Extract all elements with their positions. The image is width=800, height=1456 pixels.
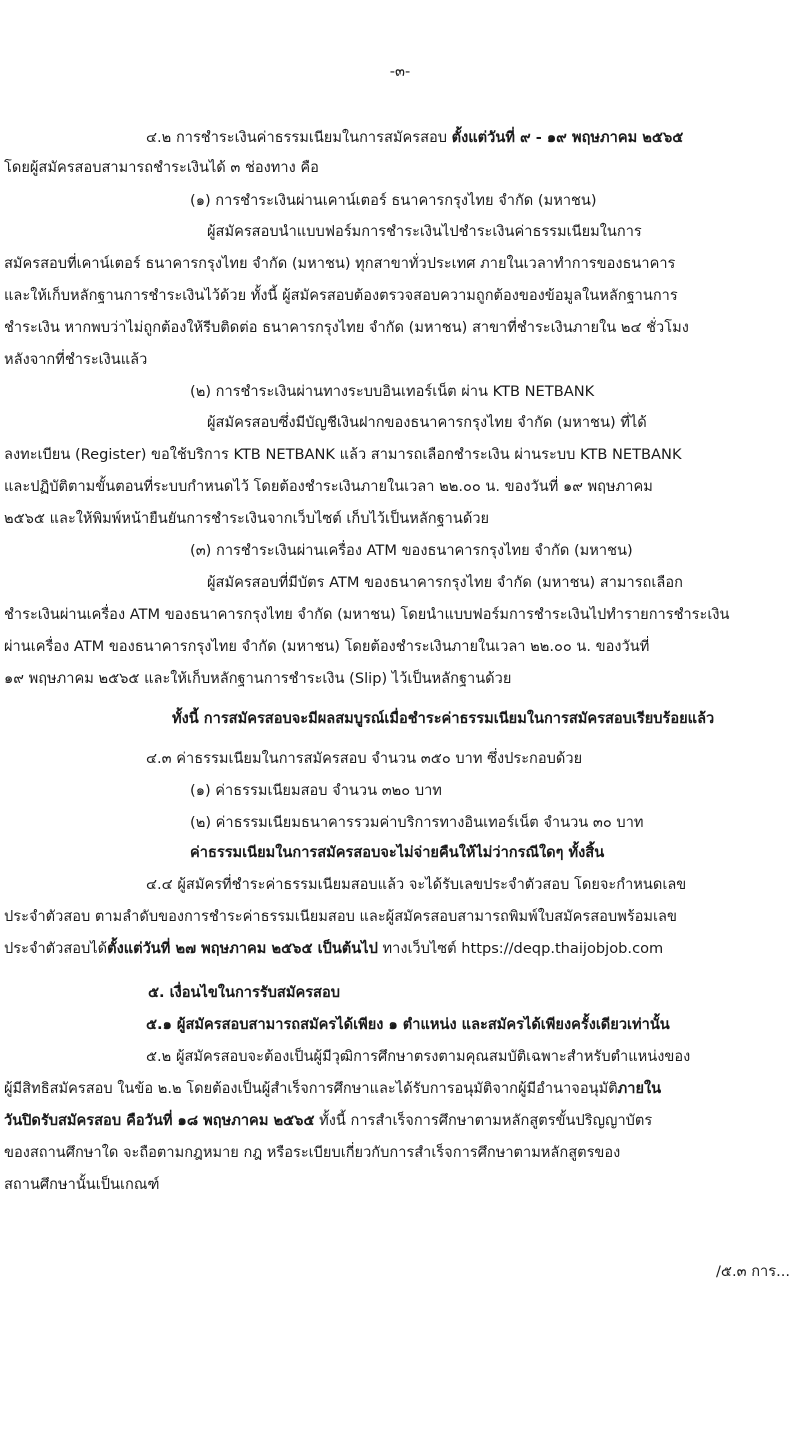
section-5-2-line: สถานศึกษานั้นเป็นเกณฑ์ (4, 1176, 160, 1193)
section-5-2-text: ผู้มีสิทธิสมัครสอบ ในข้อ ๒.๒ โดยต้องเป็นผู้สำเร็จการศึกษาและได้รับการอนุมัติจากผู้มีอำนาจอนุมัติ (4, 1080, 618, 1097)
section-5-2-bold: ภายใน (617, 1080, 662, 1097)
fee-item: (๒) ค่าธรรมเนียมธนาคารรวมค่าบริการทางอินเทอร์เน็ต จำนวน ๓๐ บาท (190, 814, 644, 831)
section-4-4-text: ประจำตัวสอบได้ (4, 940, 108, 957)
section-5-2-line (4, 1111, 652, 1131)
section-4-3-title: ๔.๓ ค่าธรรมเนียมในการสมัครสอบ จำนวน ๓๕๐ บาท ซึ่งประกอบด้วย (146, 750, 583, 767)
channel-1-line: หลังจากที่ชำระเงินแล้ว (4, 351, 148, 368)
channel-3-line: ผู้สมัครสอบที่มีบัตร ATM ของธนาคารกรุงไทย จำกัด (มหาชน) สามารถเลือก (207, 574, 683, 591)
channel-3-title: (๓) การชำระเงินผ่านเครื่อง ATM ของธนาคารกรุงไทย จำกัด (มหาชน) (190, 542, 633, 559)
section-5-2-closing-date: วันปิดรับสมัครสอบ คือวันที่ ๑๘ พฤษภาคม ๒๕๖๕ (4, 1112, 315, 1129)
section-4-2-intro-cont: โดยผู้สมัครสอบสามารถชำระเงินได้ ๓ ช่องทาง คือ (4, 159, 319, 176)
channel-2-line: ผู้สมัครสอบซึ่งมีบัญชีเงินฝากของธนาคารกรุงไทย จำกัด (มหาชน) ที่ได้ (207, 414, 647, 431)
channel-3-line: ผ่านเครื่อง ATM ของธนาคารกรุงไทย จำกัด (มหาชน) โดยต้องชำระเงินภายในเวลา ๒๒.๐๐ น. ของวันที่ (4, 638, 650, 655)
channel-2-line: ๒๕๖๕ และให้พิมพ์หน้ายืนยันการชำระเงินจากเว็บไซต์ เก็บไว้เป็นหลักฐานด้วย (4, 510, 490, 527)
section-4-4-date: ตั้งแต่วันที่ ๒๗ พฤษภาคม ๒๕๖๕ เป็นต้นไป (107, 940, 378, 957)
section-4-2-intro (146, 128, 683, 148)
section-5-1: ๕.๑ ผู้สมัครสอบสามารถสมัครได้เพียง ๑ ตำแหน่ง และสมัครได้เพียงครั้งเดียวเท่านั้น (146, 1016, 670, 1033)
section-4-4-line: ประจำตัวสอบ ตามลำดับของการชำระค่าธรรมเนียมสอบ และผู้สมัครสอบสามารถพิมพ์ใบสมัครสอบพร้อมเลข (4, 908, 677, 925)
fee-item: (๑) ค่าธรรมเนียมสอบ จำนวน ๓๒๐ บาท (190, 782, 442, 799)
section-5-2-text: ทั้งนี้ การสำเร็จการศึกษาตามหลักสูตรขั้นปริญญาบัตร (314, 1112, 653, 1129)
channel-1-line: สมัครสอบที่เคาน์เตอร์ ธนาคารกรุงไทย จำกัด (มหาชน) ทุกสาขาทั่วประเทศ ภายในเวลาทำการของธนาคาร (4, 255, 676, 272)
section-4-2-dates: ตั้งแต่วันที่ ๙ - ๑๙ พฤษภาคม ๒๕๖๕ (451, 129, 684, 146)
channel-3-line: ชำระเงินผ่านเครื่อง ATM ของธนาคารกรุงไทย จำกัด (มหาชน) โดยนำแบบฟอร์มการชำระเงินไปทำรายการชำระเงิน (4, 606, 730, 623)
payment-completion-note: ทั้งนี้ การสมัครสอบจะมีผลสมบูรณ์เมื่อชำระค่าธรรมเนียมในการสมัครสอบเรียบร้อยแล้ว (172, 710, 715, 727)
channel-1-line: ผู้สมัครสอบนำแบบฟอร์มการชำระเงินไปชำระเงินค่าธรรมเนียมในการ (207, 223, 642, 240)
channel-3-line: ๑๙ พฤษภาคม ๒๕๖๕ และให้เก็บหลักฐานการชำระเงิน (Slip) ไว้เป็นหลักฐานด้วย (4, 670, 512, 687)
section-4-2-intro-text: ๔.๒ การชำระเงินค่าธรรมเนียมในการสมัครสอบ (146, 129, 452, 146)
channel-2-line: ลงทะเบียน (Register) ขอใช้บริการ KTB NETBANK แล้ว สามารถเลือกชำระเงิน ผ่านระบบ KTB NETBANK (4, 446, 682, 463)
continuation-footer: /๕.๓ การ... (715, 1263, 790, 1280)
channel-1-line: ชำระเงิน หากพบว่าไม่ถูกต้องให้รีบติดต่อ ธนาคารกรุงไทย จำกัด (มหาชน) สาขาที่ชำระเงินภายใน ๒๔ ชั่วโมง (4, 319, 689, 336)
non-refundable-note: ค่าธรรมเนียมในการสมัครสอบจะไม่จ่ายคืนให้ไม่ว่ากรณีใดๆ ทั้งสิ้น (190, 844, 605, 861)
section-5-2-line: ของสถานศึกษาใด จะถือตามกฎหมาย กฎ หรือระเบียบเกี่ยวกับการสำเร็จการศึกษาตามหลักสูตรของ (4, 1144, 621, 1161)
channel-1-line: และให้เก็บหลักฐานการชำระเงินไว้ด้วย ทั้งนี้ ผู้สมัครสอบต้องตรวจสอบความถูกต้องของข้อมูลในหลักฐานการ (4, 287, 678, 304)
channel-2-line: และปฏิบัติตามขั้นตอนที่ระบบกำหนดไว้ โดยต้องชำระเงินภายในเวลา ๒๒.๐๐ น. ของวันที่ ๑๙ พฤษภาคม (4, 478, 653, 495)
section-4-4-line (4, 939, 663, 959)
channel-1-title: (๑) การชำระเงินผ่านเคาน์เตอร์ ธนาคารกรุงไทย จำกัด (มหาชน) (190, 192, 597, 209)
page-number: -๓- (389, 63, 411, 80)
section-5-2-line (4, 1079, 661, 1099)
section-4-4-line: ๔.๔ ผู้สมัครที่ชำระค่าธรรมเนียมสอบแล้ว จะได้รับเลขประจำตัวสอบ โดยจะกำหนดเลข (146, 876, 687, 893)
channel-2-title: (๒) การชำระเงินผ่านทางระบบอินเทอร์เน็ต ผ่าน KTB NETBANK (190, 383, 595, 400)
section-5-2-line: ๕.๒ ผู้สมัครสอบจะต้องเป็นผู้มีวุฒิการศึกษาตรงตามคุณสมบัติเฉพาะสำหรับตำแหน่งของ (146, 1048, 691, 1065)
section-5-heading: ๕. เงื่อนไขในการรับสมัครสอบ (148, 984, 340, 1001)
section-4-4-website: ทางเว็บไซต์ https://deqp.thaijobjob.com (377, 940, 664, 957)
